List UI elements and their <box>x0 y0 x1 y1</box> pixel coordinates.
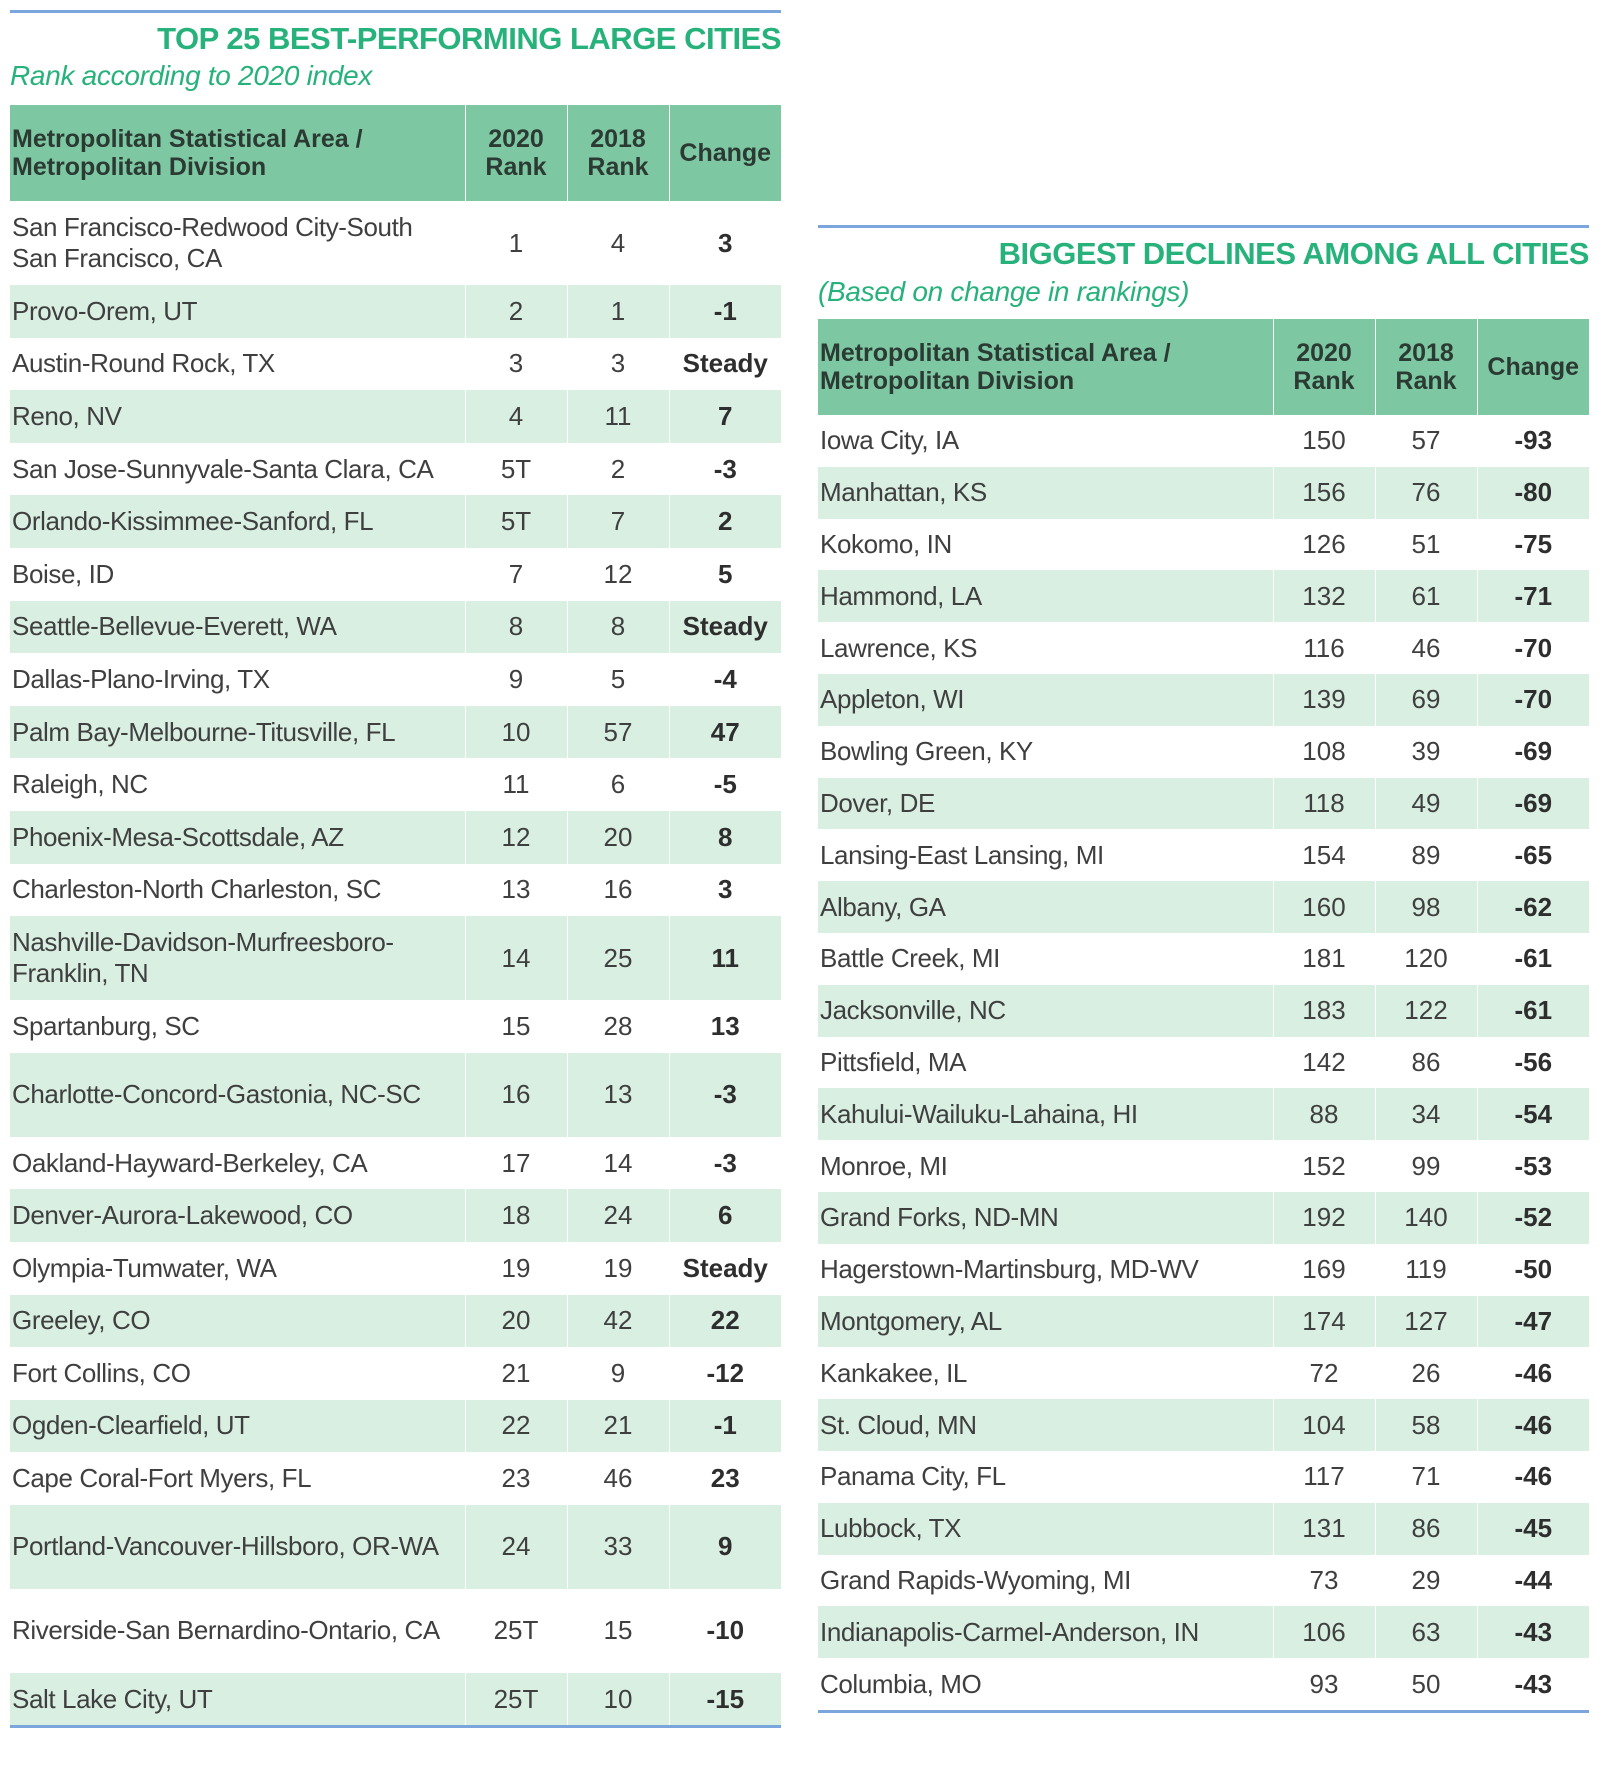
rank-2020-cell: 24 <box>465 1505 567 1589</box>
change-cell: -80 <box>1477 467 1589 519</box>
rank-2020-cell: 117 <box>1273 1451 1375 1503</box>
table-row <box>818 829 1589 881</box>
table-row <box>10 1452 781 1505</box>
area-cell: Spartanburg, SC <box>10 1000 465 1053</box>
change-cell: -62 <box>1477 881 1589 933</box>
rank-2020-cell: 12 <box>465 811 567 864</box>
rank-2020-cell: 72 <box>1273 1347 1375 1399</box>
area-cell: Charleston-North Charleston, SC <box>10 864 465 917</box>
rank-2020-cell: 8 <box>465 601 567 654</box>
change-cell: 3 <box>669 201 781 285</box>
change-cell: -3 <box>669 1053 781 1137</box>
change-cell: -69 <box>1477 778 1589 830</box>
rank-2020-cell: 93 <box>1273 1658 1375 1710</box>
rank-2018-cell: 8 <box>567 601 669 654</box>
rank-2020-cell: 108 <box>1273 726 1375 778</box>
rank-2018-cell: 57 <box>567 706 669 759</box>
table-row <box>818 415 1589 467</box>
rank-2018-cell: 6 <box>567 758 669 811</box>
rank-2020-cell: 106 <box>1273 1606 1375 1658</box>
rank-2018-cell: 46 <box>567 1452 669 1505</box>
rank-2020-cell: 139 <box>1273 674 1375 726</box>
table-row <box>10 1673 781 1726</box>
rank-2018-cell: 119 <box>1375 1244 1477 1296</box>
table-row <box>818 1451 1589 1503</box>
table-row <box>818 778 1589 830</box>
change-cell: 11 <box>669 916 781 1000</box>
rank-2020-cell: 23 <box>465 1452 567 1505</box>
change-cell: -10 <box>669 1589 781 1673</box>
rank-2018-cell: 122 <box>1375 985 1477 1037</box>
rank-2020-cell: 73 <box>1273 1555 1375 1607</box>
change-cell: -46 <box>1477 1399 1589 1451</box>
change-cell: -47 <box>1477 1296 1589 1348</box>
table-row <box>10 1189 781 1242</box>
rank-2020-cell: 181 <box>1273 933 1375 985</box>
change-cell: -1 <box>669 1400 781 1453</box>
rank-2018-cell: 49 <box>1375 778 1477 830</box>
table-row <box>818 622 1589 674</box>
area-cell: Jacksonville, NC <box>818 985 1273 1037</box>
change-cell: -43 <box>1477 1606 1589 1658</box>
rank-2020-cell: 160 <box>1273 881 1375 933</box>
rank-2018-cell: 16 <box>567 864 669 917</box>
change-cell: 22 <box>669 1295 781 1348</box>
area-cell: Lansing-East Lansing, MI <box>818 829 1273 881</box>
table-row <box>818 570 1589 622</box>
area-cell: Orlando-Kissimmee-Sanford, FL <box>10 495 465 548</box>
rank-2020-cell: 1 <box>465 201 567 285</box>
rank-2018-cell: 5 <box>567 653 669 706</box>
change-cell: -43 <box>1477 1658 1589 1710</box>
header-area: Metropolitan Statistical Area / Metropolitan Division <box>10 105 465 201</box>
rank-2020-cell: 88 <box>1273 1088 1375 1140</box>
area-cell: Phoenix-Mesa-Scottsdale, AZ <box>10 811 465 864</box>
area-cell: Kokomo, IN <box>818 519 1273 571</box>
table-row <box>10 338 781 391</box>
rank-2020-cell: 15 <box>465 1000 567 1053</box>
area-cell: Denver-Aurora-Lakewood, CO <box>10 1189 465 1242</box>
table-row <box>10 706 781 759</box>
area-cell: Olympia-Tumwater, WA <box>10 1242 465 1295</box>
rank-2018-cell: 71 <box>1375 1451 1477 1503</box>
table-row <box>818 1399 1589 1451</box>
table-row <box>10 1505 781 1589</box>
table-row <box>10 1347 781 1400</box>
header-rank-2020: 2020 Rank <box>465 105 567 201</box>
rank-2020-cell: 142 <box>1273 1037 1375 1089</box>
change-cell: Steady <box>669 601 781 654</box>
declines-table <box>818 319 1589 1710</box>
table-header-row <box>818 319 1589 415</box>
rank-2018-cell: 28 <box>567 1000 669 1053</box>
rank-2020-cell: 21 <box>465 1347 567 1400</box>
rank-2018-cell: 42 <box>567 1295 669 1348</box>
table-row <box>10 653 781 706</box>
rank-2018-cell: 7 <box>567 495 669 548</box>
change-cell: 5 <box>669 548 781 601</box>
declines-body <box>818 415 1589 1710</box>
rank-2020-cell: 5T <box>465 443 567 496</box>
rank-2018-cell: 58 <box>1375 1399 1477 1451</box>
rank-2018-cell: 3 <box>567 338 669 391</box>
table-row <box>818 881 1589 933</box>
rank-2018-cell: 34 <box>1375 1088 1477 1140</box>
rank-2020-cell: 11 <box>465 758 567 811</box>
table-row <box>818 467 1589 519</box>
rank-2020-cell: 25T <box>465 1673 567 1726</box>
rank-2018-cell: 14 <box>567 1137 669 1190</box>
top-cities-panel <box>10 10 781 1728</box>
table-row <box>818 674 1589 726</box>
bottom-rule <box>10 1725 781 1728</box>
area-cell: Lubbock, TX <box>818 1503 1273 1555</box>
bottom-rule <box>818 1710 1589 1713</box>
table-row <box>10 443 781 496</box>
rank-2020-cell: 169 <box>1273 1244 1375 1296</box>
change-cell: -15 <box>669 1673 781 1726</box>
rank-2018-cell: 89 <box>1375 829 1477 881</box>
rank-2018-cell: 19 <box>567 1242 669 1295</box>
rank-2018-cell: 26 <box>1375 1347 1477 1399</box>
change-cell: -52 <box>1477 1192 1589 1244</box>
rank-2020-cell: 174 <box>1273 1296 1375 1348</box>
area-cell: Hammond, LA <box>818 570 1273 622</box>
area-cell: St. Cloud, MN <box>818 1399 1273 1451</box>
table-row <box>10 285 781 338</box>
change-cell: -56 <box>1477 1037 1589 1089</box>
change-cell: Steady <box>669 1242 781 1295</box>
area-cell: Pittsfield, MA <box>818 1037 1273 1089</box>
change-cell: 6 <box>669 1189 781 1242</box>
change-cell: 13 <box>669 1000 781 1053</box>
rank-2020-cell: 131 <box>1273 1503 1375 1555</box>
header-rank-2018: 2018 Rank <box>1375 319 1477 415</box>
change-cell: 23 <box>669 1452 781 1505</box>
change-cell: -5 <box>669 758 781 811</box>
rank-2020-cell: 16 <box>465 1053 567 1137</box>
table-row <box>818 985 1589 1037</box>
rank-2018-cell: 86 <box>1375 1503 1477 1555</box>
rank-2018-cell: 13 <box>567 1053 669 1137</box>
rank-2020-cell: 10 <box>465 706 567 759</box>
change-cell: -4 <box>669 653 781 706</box>
area-cell: Seattle-Bellevue-Everett, WA <box>10 601 465 654</box>
rank-2020-cell: 116 <box>1273 622 1375 674</box>
table-row <box>818 1140 1589 1192</box>
table-row <box>818 1503 1589 1555</box>
table-row <box>818 1347 1589 1399</box>
header-change: Change <box>669 105 781 201</box>
rank-2018-cell: 50 <box>1375 1658 1477 1710</box>
area-cell: San Jose-Sunnyvale-Santa Clara, CA <box>10 443 465 496</box>
rank-2018-cell: 98 <box>1375 881 1477 933</box>
rank-2018-cell: 4 <box>567 201 669 285</box>
rank-2018-cell: 12 <box>567 548 669 601</box>
change-cell: -93 <box>1477 415 1589 467</box>
change-cell: 47 <box>669 706 781 759</box>
area-cell: Indianapolis-Carmel-Anderson, IN <box>818 1606 1273 1658</box>
table-row <box>10 758 781 811</box>
table-row <box>818 933 1589 985</box>
table-row <box>10 1137 781 1190</box>
change-cell: -44 <box>1477 1555 1589 1607</box>
rank-2020-cell: 25T <box>465 1589 567 1673</box>
change-cell: -54 <box>1477 1088 1589 1140</box>
header-rank-2018: 2018 Rank <box>567 105 669 201</box>
area-cell: Austin-Round Rock, TX <box>10 338 465 391</box>
rank-2018-cell: 20 <box>567 811 669 864</box>
table-row <box>10 1589 781 1673</box>
table-row <box>10 390 781 443</box>
rank-2018-cell: 24 <box>567 1189 669 1242</box>
rank-2018-cell: 25 <box>567 916 669 1000</box>
rank-2020-cell: 192 <box>1273 1192 1375 1244</box>
rank-2018-cell: 76 <box>1375 467 1477 519</box>
table-row <box>10 864 781 917</box>
area-cell: Manhattan, KS <box>818 467 1273 519</box>
change-cell: -70 <box>1477 674 1589 726</box>
rank-2020-cell: 104 <box>1273 1399 1375 1451</box>
rank-2020-cell: 13 <box>465 864 567 917</box>
area-cell: Riverside-San Bernardino-Ontario, CA <box>10 1589 465 1673</box>
table-row <box>818 1244 1589 1296</box>
rank-2020-cell: 156 <box>1273 467 1375 519</box>
change-cell: 7 <box>669 390 781 443</box>
change-cell: -12 <box>669 1347 781 1400</box>
rank-2020-cell: 9 <box>465 653 567 706</box>
area-cell: Kahului-Wailuku-Lahaina, HI <box>818 1088 1273 1140</box>
rank-2018-cell: 21 <box>567 1400 669 1453</box>
rank-2020-cell: 22 <box>465 1400 567 1453</box>
top-rule <box>818 225 1589 228</box>
rank-2018-cell: 57 <box>1375 415 1477 467</box>
table-row <box>10 1400 781 1453</box>
change-cell: -65 <box>1477 829 1589 881</box>
rank-2018-cell: 127 <box>1375 1296 1477 1348</box>
area-cell: Dallas-Plano-Irving, TX <box>10 653 465 706</box>
table-row <box>10 1242 781 1295</box>
area-cell: Montgomery, AL <box>818 1296 1273 1348</box>
area-cell: Battle Creek, MI <box>818 933 1273 985</box>
table-row <box>10 601 781 654</box>
change-cell: -69 <box>1477 726 1589 778</box>
area-cell: Lawrence, KS <box>818 622 1273 674</box>
rank-2020-cell: 20 <box>465 1295 567 1348</box>
rank-2018-cell: 99 <box>1375 1140 1477 1192</box>
area-cell: Columbia, MO <box>818 1658 1273 1710</box>
rank-2018-cell: 39 <box>1375 726 1477 778</box>
rank-2018-cell: 11 <box>567 390 669 443</box>
rank-2018-cell: 120 <box>1375 933 1477 985</box>
area-cell: Palm Bay-Melbourne-Titusville, FL <box>10 706 465 759</box>
rank-2018-cell: 86 <box>1375 1037 1477 1089</box>
area-cell: Cape Coral-Fort Myers, FL <box>10 1452 465 1505</box>
table-row <box>10 1053 781 1137</box>
area-cell: Hagerstown-Martinsburg, MD-WV <box>818 1244 1273 1296</box>
area-cell: Grand Rapids-Wyoming, MI <box>818 1555 1273 1607</box>
area-cell: Panama City, FL <box>818 1451 1273 1503</box>
area-cell: Kankakee, IL <box>818 1347 1273 1399</box>
change-cell: 9 <box>669 1505 781 1589</box>
area-cell: Portland-Vancouver-Hillsboro, OR-WA <box>10 1505 465 1589</box>
rank-2018-cell: 10 <box>567 1673 669 1726</box>
change-cell: -3 <box>669 443 781 496</box>
rank-2020-cell: 152 <box>1273 1140 1375 1192</box>
rank-2020-cell: 4 <box>465 390 567 443</box>
table-row <box>818 1296 1589 1348</box>
table-row <box>10 201 781 285</box>
area-cell: Raleigh, NC <box>10 758 465 811</box>
table-row <box>818 726 1589 778</box>
area-cell: Monroe, MI <box>818 1140 1273 1192</box>
change-cell: -50 <box>1477 1244 1589 1296</box>
declines-title: BIGGEST DECLINES AMONG ALL CITIES <box>998 236 1589 271</box>
area-cell: Albany, GA <box>818 881 1273 933</box>
rank-2020-cell: 14 <box>465 916 567 1000</box>
rank-2020-cell: 3 <box>465 338 567 391</box>
area-cell: Oakland-Hayward-Berkeley, CA <box>10 1137 465 1190</box>
header-area: Metropolitan Statistical Area / Metropolitan Division <box>818 319 1273 415</box>
table-row <box>818 1658 1589 1710</box>
change-cell: 3 <box>669 864 781 917</box>
rank-2020-cell: 5T <box>465 495 567 548</box>
table-row <box>818 1088 1589 1140</box>
rank-2020-cell: 150 <box>1273 415 1375 467</box>
rank-2018-cell: 15 <box>567 1589 669 1673</box>
table-row <box>10 916 781 1000</box>
change-cell: -46 <box>1477 1451 1589 1503</box>
table-row <box>818 1037 1589 1089</box>
top-rule <box>10 10 781 13</box>
change-cell: -3 <box>669 1137 781 1190</box>
rank-2018-cell: 51 <box>1375 519 1477 571</box>
rank-2018-cell: 63 <box>1375 1606 1477 1658</box>
change-cell: -61 <box>1477 985 1589 1037</box>
rank-2020-cell: 7 <box>465 548 567 601</box>
rank-2020-cell: 18 <box>465 1189 567 1242</box>
rank-2018-cell: 33 <box>567 1505 669 1589</box>
area-cell: Nashville-Davidson-Murfreesboro-Franklin, TN <box>10 916 465 1000</box>
change-cell: 2 <box>669 495 781 548</box>
change-cell: -46 <box>1477 1347 1589 1399</box>
rank-2018-cell: 1 <box>567 285 669 338</box>
area-cell: San Francisco-Redwood City-South San Francisco, CA <box>10 201 465 285</box>
table-row <box>10 1295 781 1348</box>
area-cell: Dover, DE <box>818 778 1273 830</box>
rank-2020-cell: 19 <box>465 1242 567 1295</box>
table-row <box>818 1192 1589 1244</box>
area-cell: Salt Lake City, UT <box>10 1673 465 1726</box>
change-cell: -45 <box>1477 1503 1589 1555</box>
rank-2018-cell: 69 <box>1375 674 1477 726</box>
change-cell: -75 <box>1477 519 1589 571</box>
change-cell: -70 <box>1477 622 1589 674</box>
area-cell: Fort Collins, CO <box>10 1347 465 1400</box>
table-header-row <box>10 105 781 201</box>
top-cities-subtitle: Rank according to 2020 index <box>10 60 373 91</box>
area-cell: Greeley, CO <box>10 1295 465 1348</box>
rank-2018-cell: 140 <box>1375 1192 1477 1244</box>
area-cell: Iowa City, IA <box>818 415 1273 467</box>
declines-subtitle: (Based on change in rankings) <box>818 276 1190 307</box>
rank-2018-cell: 29 <box>1375 1555 1477 1607</box>
rank-2018-cell: 61 <box>1375 570 1477 622</box>
table-row <box>10 548 781 601</box>
rank-2018-cell: 2 <box>567 443 669 496</box>
change-cell: -1 <box>669 285 781 338</box>
change-cell: 8 <box>669 811 781 864</box>
top-cities-body <box>10 201 781 1725</box>
area-cell: Ogden-Clearfield, UT <box>10 1400 465 1453</box>
rank-2020-cell: 132 <box>1273 570 1375 622</box>
table-row <box>818 1606 1589 1658</box>
area-cell: Bowling Green, KY <box>818 726 1273 778</box>
change-cell: -53 <box>1477 1140 1589 1192</box>
table-row <box>818 519 1589 571</box>
rank-2020-cell: 2 <box>465 285 567 338</box>
rank-2018-cell: 9 <box>567 1347 669 1400</box>
rank-2020-cell: 126 <box>1273 519 1375 571</box>
area-cell: Provo-Orem, UT <box>10 285 465 338</box>
table-row <box>10 1000 781 1053</box>
rank-2020-cell: 17 <box>465 1137 567 1190</box>
change-cell: Steady <box>669 338 781 391</box>
table-row <box>10 495 781 548</box>
top-cities-title: TOP 25 BEST-PERFORMING LARGE CITIES <box>157 21 781 56</box>
rank-2018-cell: 46 <box>1375 622 1477 674</box>
area-cell: Appleton, WI <box>818 674 1273 726</box>
rank-2020-cell: 154 <box>1273 829 1375 881</box>
header-change: Change <box>1477 319 1589 415</box>
table-row <box>10 811 781 864</box>
rank-2020-cell: 183 <box>1273 985 1375 1037</box>
area-cell: Boise, ID <box>10 548 465 601</box>
area-cell: Charlotte-Concord-Gastonia, NC-SC <box>10 1053 465 1137</box>
rank-2020-cell: 118 <box>1273 778 1375 830</box>
table-row <box>818 1555 1589 1607</box>
top-cities-table <box>10 105 781 1725</box>
area-cell: Grand Forks, ND-MN <box>818 1192 1273 1244</box>
declines-panel <box>818 225 1589 1713</box>
change-cell: -71 <box>1477 570 1589 622</box>
area-cell: Reno, NV <box>10 390 465 443</box>
header-rank-2020: 2020 Rank <box>1273 319 1375 415</box>
change-cell: -61 <box>1477 933 1589 985</box>
